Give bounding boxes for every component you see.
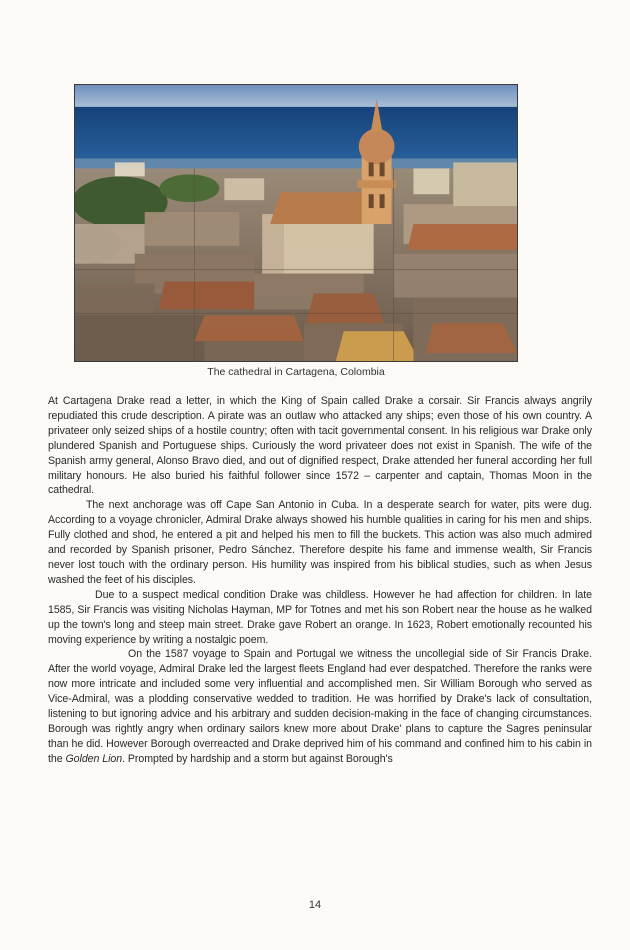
paragraph-3: Due to a suspect medical condition Drake was childless. However he had affection for children. In late 1585, Sir Francis was visiting Nicholas Hayman, MP for Totnes and met his son Robert near the house as he walked up the town's long and steep main street. Drake gave Robert an orange. In 1623, Robert emotionally recounted his moving experience by writing a nostalgic poem.	[48, 588, 592, 646]
paragraph-2: The next anchorage was off Cape San Antonio in Cuba. In a desperate search for water, pits were dug. According to a voyage chronicler, Admiral Drake always showed his humble qualities in caring for his men and ships. Fully clothed and shod, he entered a pit and helped his men to fill the buckets. This action was also much admired and recorded by Spanish prisoner, Pedro Sánchez. Therefore despite his fame and immense wealth, Sir Francis never lost touch with the ordinary person. His humility was inspired from his biblical studies, such as when Jesus washed the feet of his disciples.	[48, 499, 592, 586]
ship-name: Golden Lion	[65, 752, 123, 765]
figure-caption: The cathedral in Cartagena, Colombia	[207, 366, 385, 378]
paragraph-1: At Cartagena Drake read a letter, in which the King of Spain called Drake a corsair. Sir Francis always angrily repudiated this crude description. A pirate was an outlaw who attacked any ships; even those of his own country. A privateer only seized ships of a hostile country; often with tacit governmental consent. In his religious war Drake only plundered Spanish and Portuguese ships. Curiously the word privateer does not exist in Spanish. The wife of the Spanish army general, Alonso Bravo died, and out of dignified respect, Drake attended her funeral according her full military honours. He also buried his faithful follower since 1572 – carpenter and captain, Thomas Moon in the cathedral.	[48, 395, 592, 497]
cathedral-photo	[74, 84, 518, 362]
paragraph-4-text: On the 1587 voyage to Spain and Portugal we witness the uncollegial side of Sir Francis Drake. After the world voyage, Admiral Drake led the largest fleets England had ever despatched. Therefore the ranks were now more intricate and included some very influential and accomplished men. Sir William Borough who served as Vice-Admiral, was a plodding conservative wedded to tradition. He was horrified by Drake's lack of consultation, listening to but ignoring advice and his arbitrary and sudden decision-making in the face of changing circumstances. Borough was rightly angry when ordinary sailors knew more about Drake' plans to capture the Sagres peninsular than he did. However Borough overreacted and Drake deprived him of his command and confined him to his cabin in the	[48, 648, 592, 765]
paragraph-4	[48, 647, 592, 766]
cathedral-photo-drawing	[75, 85, 517, 361]
page-number: 14	[308, 899, 322, 911]
paragraph-4-tail: . Prompted by hardship and a storm but against Borough's	[122, 752, 393, 765]
body-text	[48, 394, 592, 767]
